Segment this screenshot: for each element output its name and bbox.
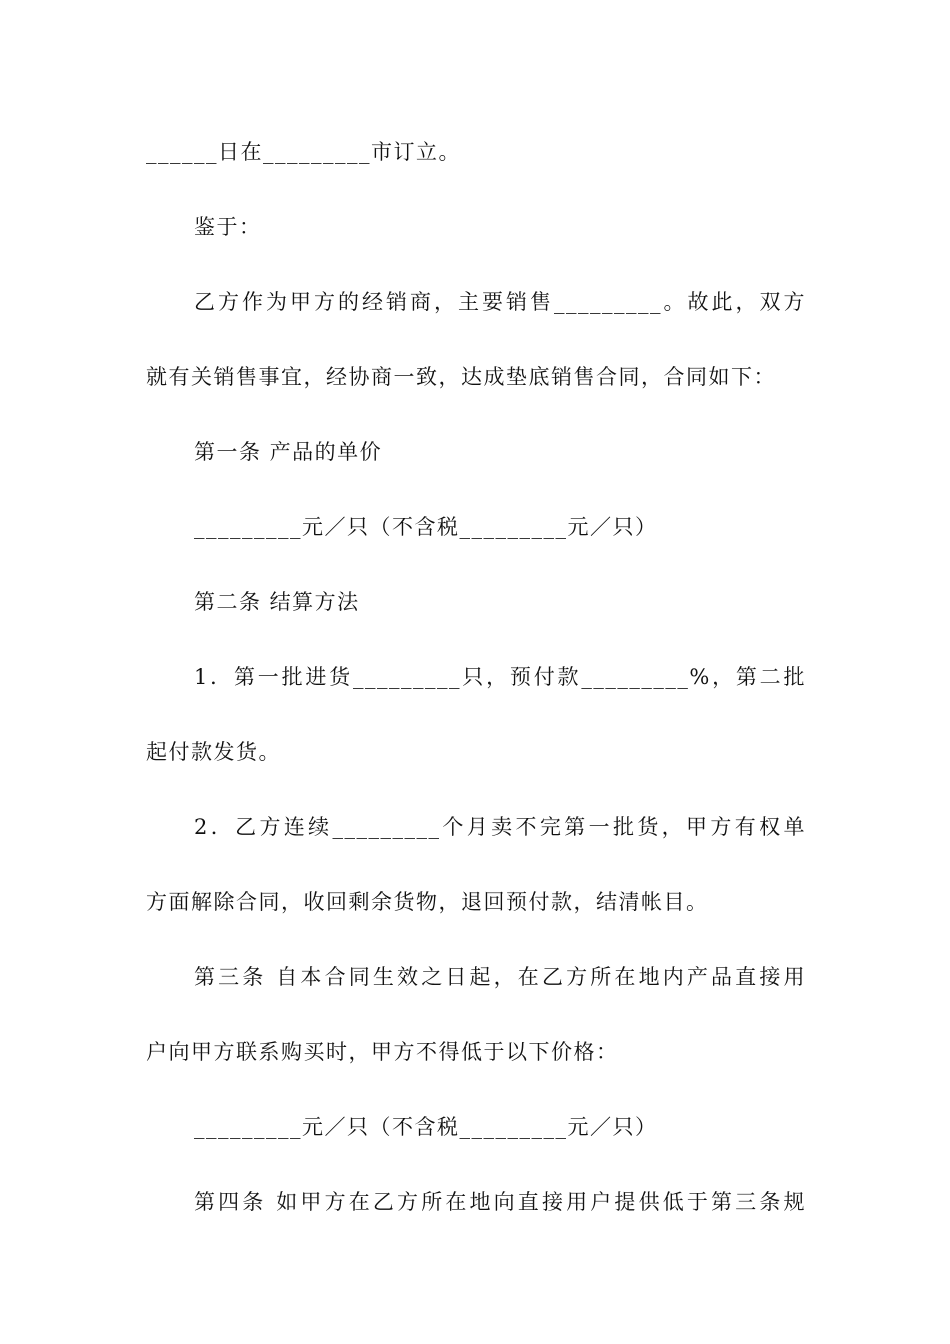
article-4-line-1: 第四条 如甲方在乙方所在地向直接用户提供低于第三条规 bbox=[194, 1190, 806, 1214]
article-1-heading: 第一条 产品的单价 bbox=[194, 440, 383, 464]
article-2-item-1-line-2: 起付款发货。 bbox=[146, 740, 281, 764]
date-place-line: ______日在_________市订立。 bbox=[146, 140, 461, 164]
whereas-heading: 鉴于： bbox=[194, 215, 262, 239]
article-3-line-1: 第三条 自本合同生效之日起，在乙方所在地内产品直接用 bbox=[194, 965, 806, 989]
whereas-paragraph-line-2: 就有关销售事宜，经协商一致，达成垫底销售合同，合同如下： bbox=[146, 365, 776, 389]
article-3-line-2: 户向甲方联系购买时，甲方不得低于以下价格： bbox=[146, 1040, 619, 1064]
article-2-heading: 第二条 结算方法 bbox=[194, 590, 360, 614]
article-2-item-2-line-1: 2．乙方连续_________个月卖不完第一批货，甲方有权单 bbox=[194, 815, 806, 839]
article-3-price-line: _________元／只（不含税_________元／只） bbox=[194, 1115, 658, 1139]
article-2-item-1-line-1: 1．第一批进货_________只，预付款_________%，第二批 bbox=[194, 665, 806, 689]
article-1-price-line: _________元／只（不含税_________元／只） bbox=[194, 515, 658, 539]
whereas-paragraph-line-1: 乙方作为甲方的经销商，主要销售_________。故此，双方 bbox=[194, 290, 806, 314]
article-2-item-2-line-2: 方面解除合同，收回剩余货物，退回预付款，结清帐目。 bbox=[146, 890, 709, 914]
